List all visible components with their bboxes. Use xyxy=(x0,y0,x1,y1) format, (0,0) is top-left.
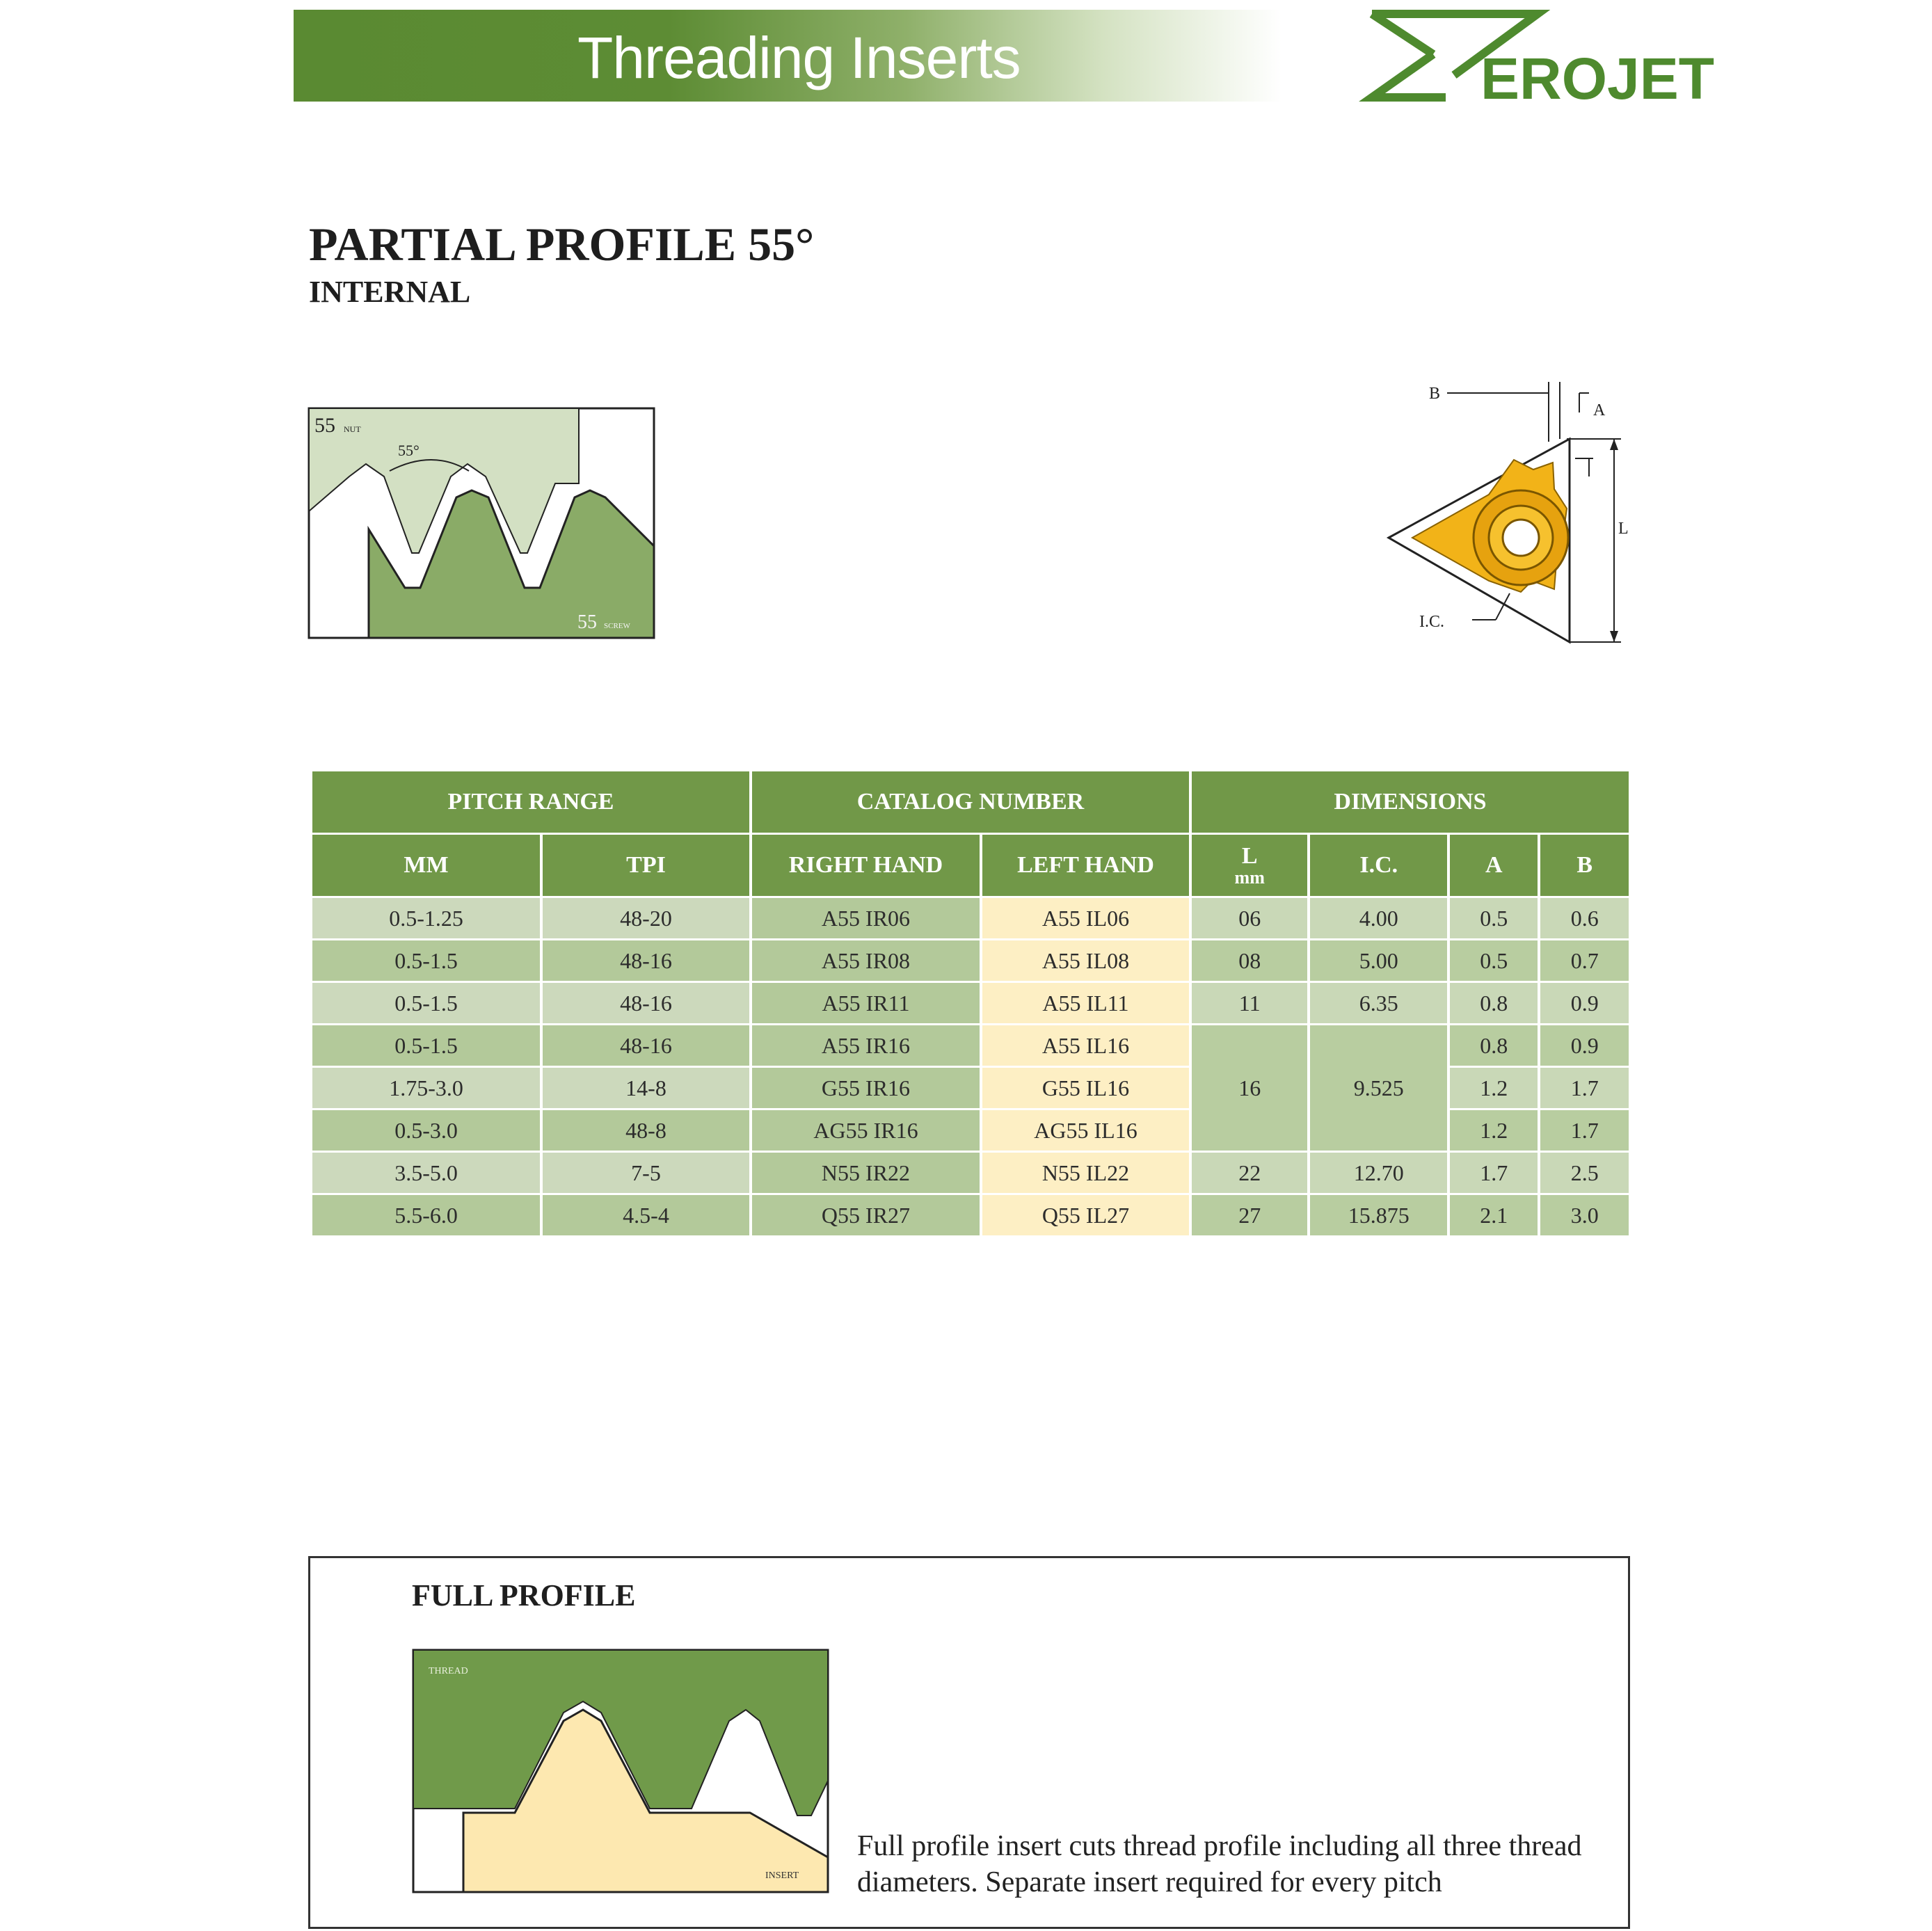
cell-right-hand: G55 IR16 xyxy=(752,1068,980,1108)
col-l xyxy=(1192,835,1308,896)
cell-ic: 12.70 xyxy=(1310,1153,1447,1193)
cell-left-hand: A55 IL16 xyxy=(982,1025,1189,1066)
table-row xyxy=(312,1153,1629,1193)
table-row xyxy=(312,898,1629,938)
cell-l: 06 xyxy=(1192,898,1308,938)
column-header-row xyxy=(312,835,1629,896)
cell-left-hand: A55 IL11 xyxy=(982,983,1189,1023)
cell-right-hand: AG55 IR16 xyxy=(752,1110,980,1151)
group-header-row xyxy=(312,771,1629,833)
col-b: B xyxy=(1540,835,1629,896)
cell-b: 0.6 xyxy=(1540,898,1629,938)
cell-l: 11 xyxy=(1192,983,1308,1023)
table-row xyxy=(312,1025,1629,1066)
col-right-hand: RIGHT HAND xyxy=(752,835,980,896)
cell-b: 0.9 xyxy=(1540,1025,1629,1066)
cell-mm: 5.5-6.0 xyxy=(312,1195,540,1235)
cell-mm: 0.5-1.5 xyxy=(312,1025,540,1066)
cell-a: 1.2 xyxy=(1450,1110,1538,1151)
cell-l: 22 xyxy=(1192,1153,1308,1193)
table-row xyxy=(312,983,1629,1023)
page-title: PARTIAL PROFILE 55° xyxy=(309,218,815,271)
cell-mm: 0.5-1.25 xyxy=(312,898,540,938)
thread-label: THREAD xyxy=(429,1666,468,1676)
cell-tpi: 14-8 xyxy=(543,1068,749,1108)
header-pitch-range: PITCH RANGE xyxy=(312,771,749,833)
table-row xyxy=(312,940,1629,981)
cell-left-hand: N55 IL22 xyxy=(982,1153,1189,1193)
cell-a: 1.2 xyxy=(1450,1068,1538,1108)
cell-tpi: 48-8 xyxy=(543,1110,749,1151)
cell-a: 0.8 xyxy=(1450,1025,1538,1066)
cell-ic: 15.875 xyxy=(1310,1195,1447,1235)
cell-mm: 0.5-1.5 xyxy=(312,983,540,1023)
cell-mm: 3.5-5.0 xyxy=(312,1153,540,1193)
cell-a: 0.8 xyxy=(1450,983,1538,1023)
col-l-label: L xyxy=(1241,843,1258,869)
cell-a: 0.5 xyxy=(1450,898,1538,938)
brand-text: EROJET xyxy=(1480,46,1715,111)
table-row xyxy=(312,1195,1629,1235)
insert-label: INSERT xyxy=(765,1870,799,1881)
cell-a: 1.7 xyxy=(1450,1153,1538,1193)
cell-mm: 0.5-3.0 xyxy=(312,1110,540,1151)
cell-ic-merged: 9.525 xyxy=(1310,1025,1447,1151)
cell-ic: 6.35 xyxy=(1310,983,1447,1023)
cell-a: 2.1 xyxy=(1450,1195,1538,1235)
cell-mm: 1.75-3.0 xyxy=(312,1068,540,1108)
cell-tpi: 48-16 xyxy=(543,983,749,1023)
dim-ic-label: I.C. xyxy=(1419,613,1444,631)
nut-sub-label: NUT xyxy=(344,424,361,434)
cell-ic: 4.00 xyxy=(1310,898,1447,938)
insert-diagram xyxy=(1384,372,1645,643)
cell-l: 08 xyxy=(1192,940,1308,981)
cell-b: 1.7 xyxy=(1540,1068,1629,1108)
col-tpi: TPI xyxy=(543,835,749,896)
full-profile-title: FULL PROFILE xyxy=(412,1578,636,1612)
cell-b: 0.7 xyxy=(1540,940,1629,981)
col-mm: MM xyxy=(312,835,540,896)
cell-l: 27 xyxy=(1192,1195,1308,1235)
dim-l-label: L xyxy=(1618,520,1629,538)
dim-b-label: B xyxy=(1429,385,1441,403)
cell-b: 2.5 xyxy=(1540,1153,1629,1193)
col-left-hand: LEFT HAND xyxy=(982,835,1189,896)
header-dimensions: DIMENSIONS xyxy=(1192,771,1629,833)
cell-b: 1.7 xyxy=(1540,1110,1629,1151)
cell-tpi: 48-20 xyxy=(543,898,749,938)
col-ic: I.C. xyxy=(1310,835,1447,896)
col-l-unit: mm xyxy=(1234,867,1265,888)
cell-mm: 0.5-1.5 xyxy=(312,940,540,981)
cell-left-hand: A55 IL06 xyxy=(982,898,1189,938)
cell-right-hand: A55 IR06 xyxy=(752,898,980,938)
full-profile-description: Full profile insert cuts thread profile including all three thread diameters. Separate insert required for every pitch xyxy=(857,1830,1582,1898)
insert-hole xyxy=(1503,520,1539,556)
cell-right-hand: A55 IR11 xyxy=(752,983,980,1023)
screw-label: 55 xyxy=(577,611,597,633)
cell-right-hand: A55 IR16 xyxy=(752,1025,980,1066)
banner-title: Threading Inserts xyxy=(577,25,1021,90)
erojet-logo xyxy=(1364,8,1715,111)
screw-sub-label: SCREW xyxy=(604,622,630,630)
cell-right-hand: A55 IR08 xyxy=(752,940,980,981)
cell-right-hand: Q55 IR27 xyxy=(752,1195,980,1235)
thread-profile-diagram xyxy=(308,407,655,639)
nut-label: 55 xyxy=(314,414,335,437)
cell-tpi: 7-5 xyxy=(543,1153,749,1193)
full-profile-diagram xyxy=(412,1649,829,1893)
cell-left-hand: A55 IL08 xyxy=(982,940,1189,981)
cell-b: 0.9 xyxy=(1540,983,1629,1023)
cell-l-merged: 16 xyxy=(1192,1025,1308,1151)
cell-a: 0.5 xyxy=(1450,940,1538,981)
header-catalog-number: CATALOG NUMBER xyxy=(752,771,1189,833)
cell-tpi: 4.5-4 xyxy=(543,1195,749,1235)
cell-tpi: 48-16 xyxy=(543,940,749,981)
cell-left-hand: Q55 IL27 xyxy=(982,1195,1189,1235)
spec-table xyxy=(310,769,1631,1237)
angle-label: 55° xyxy=(398,442,420,459)
dim-a-label: A xyxy=(1593,401,1606,419)
cell-right-hand: N55 IR22 xyxy=(752,1153,980,1193)
page-subtitle: INTERNAL xyxy=(309,275,471,309)
col-a: A xyxy=(1450,835,1538,896)
cell-tpi: 48-16 xyxy=(543,1025,749,1066)
cell-ic: 5.00 xyxy=(1310,940,1447,981)
cell-left-hand: G55 IL16 xyxy=(982,1068,1189,1108)
cell-b: 3.0 xyxy=(1540,1195,1629,1235)
cell-left-hand: AG55 IL16 xyxy=(982,1110,1189,1151)
